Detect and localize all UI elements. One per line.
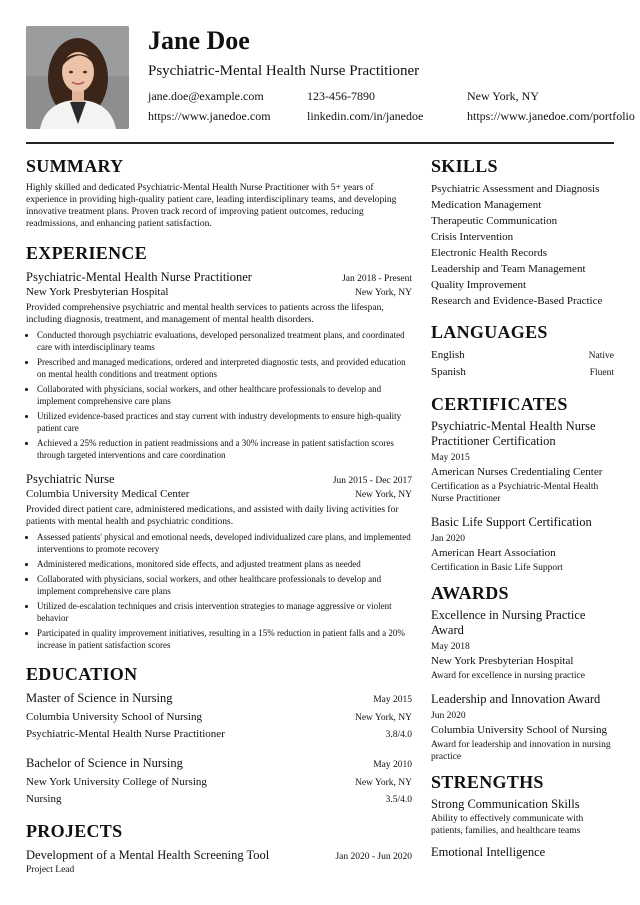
skill-item: Medication Management [431, 199, 542, 211]
language-name: English [431, 349, 465, 361]
strength-title: Strong Communication Skills [431, 797, 580, 811]
award-org: Columbia University School of Nursing [431, 724, 607, 736]
header-divider [26, 142, 614, 144]
award-title: Leadership and Innovation Award [431, 692, 601, 706]
project-role: Project Lead [26, 865, 75, 875]
job-location: New York, NY [354, 490, 412, 500]
contact-email[interactable]: jane.doe@example.com [148, 89, 264, 103]
job-bullet: • Administered medications, monitored side effects, and adjusted treatment plans as needed [37, 558, 412, 570]
project-entry [26, 847, 412, 875]
strength-entry [431, 845, 614, 860]
language-name: Spanish [431, 366, 466, 378]
award-org: New York Presbyterian Hospital [431, 655, 574, 667]
certificate-description: Certification in Basic Life Support [431, 563, 563, 573]
contact-location: New York, NY [467, 89, 540, 103]
language-level: Fluent [589, 368, 614, 378]
job-title: Psychiatric-Mental Health Nurse Practitioner [26, 270, 252, 284]
certificate-date: May 2015 [431, 453, 470, 463]
job-bullet: • Participated in quality improvement initiatives, resulting in a 15% reduction in patient falls and a 20% increase in patient satisfaction scores [37, 627, 412, 651]
skill-item: Quality Improvement [431, 279, 527, 291]
skill-item: Crisis Intervention [431, 231, 514, 243]
awards-section [431, 582, 614, 763]
job-description: Provided comprehensive psychiatric and mental health services to patients across the lifespan, including diagnosis, treatment, and management of mental health disorders. [26, 303, 384, 325]
award-description: Award for excellence in nursing practice [431, 671, 585, 681]
job-dates: Jun 2015 - Dec 2017 [332, 476, 412, 486]
job-description: Provided direct patient care, administered medications, and assisted with daily living activities for patients with mental health and psychiatric conditions. [26, 505, 399, 527]
languages-heading: LANGUAGES [431, 322, 548, 342]
language-row [431, 347, 614, 364]
certificate-org: American Heart Association [431, 547, 556, 559]
certificates-section [431, 393, 614, 574]
certificate-entry [431, 515, 614, 574]
skill-item: Psychiatric Assessment and Diagnosis [431, 183, 600, 195]
projects-heading: PROJECTS [26, 821, 123, 841]
left-column [26, 155, 412, 887]
job-dates: Jan 2018 - Present [342, 274, 412, 284]
award-description: Award for leadership and innovation in nursing practice [431, 740, 611, 762]
certificate-org: American Nurses Credentialing Center [431, 466, 603, 478]
award-entry [431, 608, 614, 682]
awards-heading: AWARDS [431, 583, 509, 603]
summary-section [26, 155, 412, 230]
edu-date: May 2015 [373, 695, 412, 705]
skills-heading: SKILLS [431, 156, 498, 176]
strengths-heading: STRENGTHS [431, 772, 544, 792]
job-bullet: • Collaborated with physicians, social workers, and other healthcare professionals to develop and implement comprehensive care plans [37, 573, 412, 597]
summary-text: Highly skilled and dedicated Psychiatric-Mental Health Nurse Practitioner with 5+ years of experience in providing high-quality patient care, leading interdisciplinary teams, and developing innovative treatment plans. Proven track record of improving patient outcomes, reducing readmissions, and enhancing patient satisfaction. [26, 183, 397, 229]
summary-heading: SUMMARY [26, 156, 124, 176]
certificate-title: Psychiatric-Mental Health Nurse Practitioner Certification [431, 419, 596, 448]
projects-section [26, 820, 412, 875]
award-date: Jun 2020 [431, 711, 466, 721]
job-bullet: • Prescribed and managed medications, ordered and interpreted diagnostic tests, and provided education on mental health conditions and treatment options [37, 356, 412, 380]
language-level: Native [588, 351, 614, 361]
edu-school: Columbia University School of Nursing [26, 711, 202, 723]
award-title: Excellence in Nursing Practice Award [431, 608, 586, 637]
contact-linkedin[interactable]: linkedin.com/in/janedoe [307, 109, 424, 123]
job-location: New York, NY [354, 288, 412, 298]
education-section [26, 663, 412, 808]
right-column [431, 155, 614, 872]
strength-description: Ability to effectively communicate with patients, families, and healthcare teams [431, 814, 584, 836]
experience-heading: EXPERIENCE [26, 243, 148, 263]
certificate-description: Certification as a Psychiatric-Mental Health Nurse Practitioner [431, 482, 599, 504]
skill-item: Electronic Health Records [431, 247, 548, 259]
job-organization: New York Presbyterian Hospital [26, 286, 169, 298]
job-entry [26, 471, 412, 651]
certificate-date: Jan 2020 [431, 534, 466, 544]
award-date: May 2018 [431, 642, 470, 652]
profile-photo [26, 26, 129, 129]
skills-section [431, 155, 614, 309]
edu-field: Psychiatric-Mental Health Nurse Practitioner [26, 728, 225, 740]
job-organization: Columbia University Medical Center [26, 488, 190, 500]
edu-date: May 2010 [373, 760, 412, 770]
skill-item: Leadership and Team Management [431, 263, 586, 275]
contact-phone[interactable]: 123-456-7890 [307, 89, 375, 103]
edu-gpa: 3.8/4.0 [385, 730, 412, 740]
job-bullet: • Conducted thorough psychiatric evaluations, developed personalized treatment plans, and coordinated care with interdisciplinary teams [37, 329, 412, 353]
project-title: Development of a Mental Health Screening Tool [26, 848, 270, 862]
edu-field: Nursing [26, 793, 62, 805]
award-entry [431, 692, 614, 763]
strength-entry [431, 797, 614, 837]
strengths-section [431, 771, 614, 860]
edu-gpa: 3.5/4.0 [385, 795, 412, 805]
edu-location: New York, NY [354, 713, 412, 723]
contact-website[interactable]: https://www.janedoe.com [148, 109, 271, 123]
languages-section [431, 321, 614, 381]
skill-item: Research and Evidence-Based Practice [431, 295, 603, 307]
job-bullet: • Utilized de-escalation techniques and crisis intervention strategies to manage aggressive or violent behavior [37, 600, 412, 624]
contact-portfolio[interactable]: https://www.janedoe.com/portfolio [467, 109, 635, 123]
edu-school: New York University College of Nursing [26, 776, 207, 788]
education-entry [26, 690, 412, 743]
certificate-entry [431, 419, 614, 505]
skill-item: Therapeutic Communication [431, 215, 558, 227]
job-bullet: • Assessed patients' physical and emotional needs, developed individualized care plans, and implemented interventions to promote recovery [37, 531, 412, 555]
certificate-title: Basic Life Support Certification [431, 515, 592, 529]
edu-location: New York, NY [354, 778, 412, 788]
edu-degree: Bachelor of Science in Nursing [26, 756, 183, 770]
job-bullet: • Achieved a 25% reduction in patient readmissions and a 30% increase in patient satisfaction scores through targeted interventions and care coordination [37, 437, 412, 461]
job-title: Psychiatric Nurse [26, 472, 115, 486]
certificates-heading: CERTIFICATES [431, 394, 568, 414]
experience-section [26, 242, 412, 651]
job-bullet: • Collaborated with physicians, social workers, and other healthcare professionals to develop and implement comprehensive care plans [37, 383, 412, 407]
job-entry [26, 269, 412, 461]
job-bullets [26, 329, 412, 461]
project-dates: Jan 2020 - Jun 2020 [335, 852, 412, 862]
education-heading: EDUCATION [26, 664, 138, 684]
education-entry [26, 755, 412, 808]
candidate-title: Psychiatric-Mental Health Nurse Practitioner [148, 63, 420, 79]
edu-degree: Master of Science in Nursing [26, 691, 173, 705]
job-bullets [26, 531, 412, 651]
strength-title: Emotional Intelligence [431, 845, 546, 859]
job-bullet: • Utilized evidence-based practices and stay current with industry developments to ensure high-quality patient care [37, 410, 412, 434]
language-row [431, 364, 614, 381]
candidate-name: Jane Doe [148, 26, 250, 55]
